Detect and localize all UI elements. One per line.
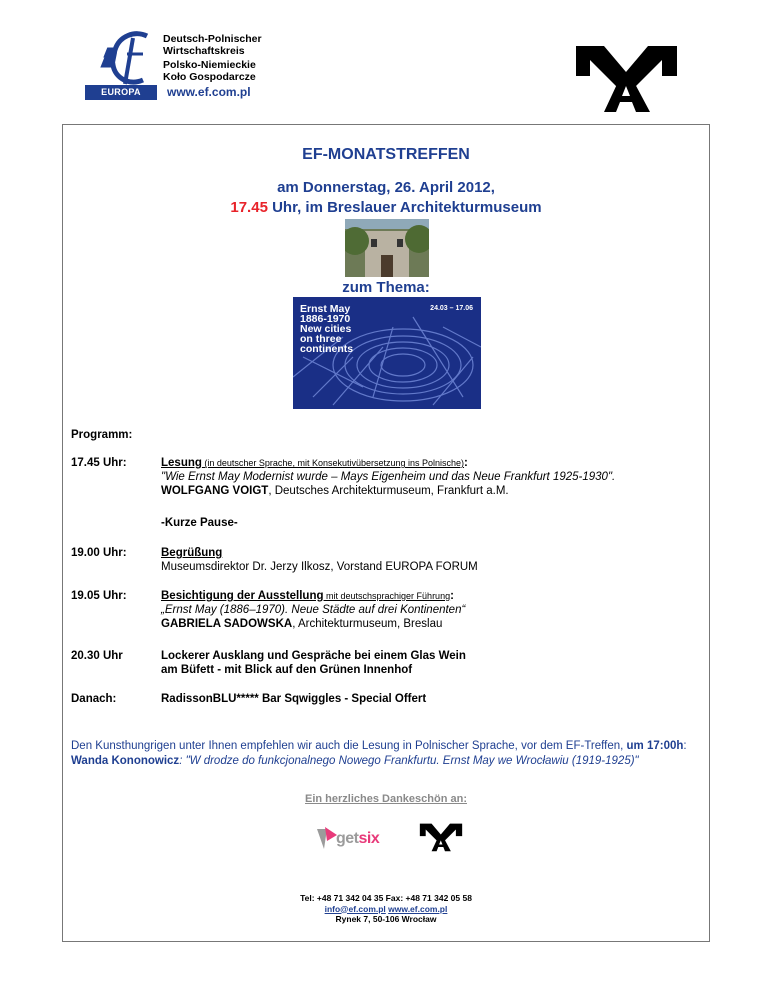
program-time: 20.30 Uhr <box>71 650 123 662</box>
ma-museum-logo-icon <box>574 42 679 114</box>
thanks-heading: Ein herzliches Dankeschön an: <box>305 793 467 805</box>
program-time: 19.00 Uhr: <box>71 547 127 559</box>
poster-date: 24.03 – 17.06 <box>430 305 473 312</box>
poster-title: Ernst May 1886-1970 New cities on three continents <box>300 303 354 355</box>
header-url[interactable]: www.ef.com.pl <box>167 85 251 99</box>
org-name: Deutsch-Polnischer Wirtschaftskreis Polsko-Niemieckie Koło Gospodarcze <box>163 33 262 83</box>
contact-footer <box>63 893 709 925</box>
event-date: am Donnerstag, 26. April 2012, <box>277 179 495 196</box>
phone-fax: Tel: +48 71 342 04 35 Fax: +48 71 342 05 58 <box>300 893 472 903</box>
program-heading: Programm: <box>71 429 133 441</box>
event-time: 17.45 <box>230 199 268 216</box>
museum-photo <box>345 219 429 277</box>
event-title: EF-MONATSTREFFEN <box>302 146 470 163</box>
exhibition-poster <box>293 297 481 409</box>
email-link[interactable]: info@ef.com.pl <box>324 903 386 914</box>
euro-f-logo-icon <box>99 30 159 88</box>
europa-forum-logo <box>85 30 295 112</box>
polish-lecture-note: Den Kunsthungrigen unter Ihnen empfehlen wir auch die Lesung in Polnischer Sprache, vor dem EF-Treffen, um 17:00h: Wanda Kononowicz: "W drodze do funkcjonalnego Nowego Frankfurtu. Ernst May we Wrocławiu (1919-1925)" <box>71 740 687 767</box>
invitation-frame: EF-MONATSTREFFEN am Donnerstag, 26. April 2012, 17.45 Uhr, im Breslauer Architekturmuseum zum Thema: Ernst May 1886-1970 New cities on three continents 24.03 – 17.06 Programm: 17.45 Uhr: Lesung (in deutscher Sprache, mit Konsekutivübersetzung ins Polnische): "Wie Ernst May Modernist wurde – Mays Eigenheim und das Neue Frankfurt 1925-1930". WOLFGANG VOIGT, Deutsches Architekturmuseum, Frankfurt a.M. -Kurze Pause- 19.00 Uhr: Begrüßung Museumsdirektor Dr. Jerzy Ilkosz, Vorstand EUROPA FORUM 19.05 Uhr: Besichtigung der Ausstellung mit deutschsprachiger Führung: „Ernst May (1886–1970). Neue Städte auf drei Kontinenten“ GABRIELA SADOWSKA, Architekturmuseum, Breslau 20.30 Uhr Lockerer Ausklang und Gespräche bei einem Glas Wein am Büfett - mit Blick auf den Grünen Innenhof Danach: RadissonBLU***** Bar Sqwiggles - Special Offert Den Kunsthungrigen unter Ihnen empfehlen wir auch die Lesung in Polnischer Sprache, vor dem EF-Treffen, um 17:00h: Wanda Kononowicz: "W drodze do funkcjonalnego Nowego Frankfurtu. Ernst May we Wrocławiu (1919-1925)" Ein herzliches Dankeschön an: getsix Tel: +48 71 342 04 35 Fax: +48 71 342 05 58 info@ef.com.pl www.ef.com.pl Rynek 7, 50-106 Wrocław <box>62 124 710 942</box>
ma-museum-logo-icon <box>419 821 463 853</box>
pause-label: -Kurze Pause- <box>161 517 238 529</box>
program-time: 19.05 Uhr: <box>71 590 127 602</box>
europa-forum-badge: EUROPA FORUM <box>85 85 157 100</box>
topic-label: zum Thema: <box>342 279 430 296</box>
program-time: 17.45 Uhr: <box>71 457 127 469</box>
event-time-place: 17.45 Uhr, im Breslauer Architekturmuseum <box>230 199 542 216</box>
program-time: Danach: <box>71 693 117 705</box>
web-link[interactable]: www.ef.com.pl <box>388 903 448 914</box>
address: Rynek 7, 50-106 Wrocław <box>335 914 437 924</box>
getsix-wordmark: getsix <box>336 830 380 847</box>
